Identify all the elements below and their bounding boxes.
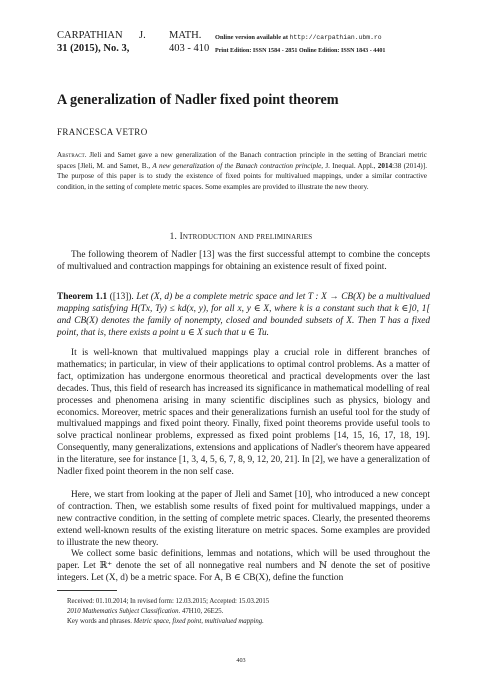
author: FRANCESCA VETRO — [57, 127, 148, 137]
intro-text: The following theorem of Nadler [13] was the first successful attempt to combine the concepts of multivalued and contraction mappings for obtaining an existence result of fixed point. — [57, 250, 430, 272]
footnotes — [57, 597, 430, 626]
paragraph-3: Here, we start from looking at the paper of Jleli and Samet [10], who introduced a new concept of contraction. Then, we establish some results of fixed point for multivalued mappings, under a new contractive condition, in the setting of complete metric spaces. Clearly, the presented theorems extend well-known results of the existing literature on metric spaces. Some examples are provided to illustrate the new theory. — [57, 490, 430, 548]
abstract-ref-volume: 2014 — [377, 161, 393, 170]
paragraph-2-block — [57, 348, 430, 479]
abstract-text-1: Jleli and Samet gave a new generalization of the Banach contraction principle in the setting of Branciari metric spaces [Jleli, M. and Samet, B., — [57, 151, 427, 170]
theorem-label: Theorem 1.1 — [57, 292, 108, 302]
theorem-cite: ([13]). — [107, 292, 134, 302]
abstract — [57, 150, 427, 193]
theorem — [57, 292, 430, 340]
online-version — [215, 32, 382, 45]
theorem-text: Let (X, d) be a complete metric space and let T : X → CB(X) be a multivalued mapping satisfying H(Tx, Ty) ≤ kd(x, y), for all x, y ∈ X, where k is a constant such that k ∈]0, 1[ and CB(X) denotes the family of nonempty, closed and bounded subsets of X. Then T has a fixed point, that is, there exists a point u ∈ X such that u ∈ Tu. — [57, 292, 430, 338]
paper-title: A generalization of Nadler fixed point theorem — [57, 92, 339, 108]
abstract-text-2: :38 (2014)]. The purpose of this paper is to study the existence of fixed points for multivalued mappings, under a similar contractive condition, in the setting of complete metric spaces. Some examples are provided to illustrate the new theory. — [57, 161, 427, 192]
keywords-label: Key words and phrases. — [67, 617, 132, 625]
paragraph-4: We collect some basic definitions, lemmas and notations, which will be used throughout the paper. Let ℝ⁺ denote the set of all nonnegative real numbers and ℕ denote the set of positive integers. Let (X, d) be a metric space. For A, B ∈ CB(X), define the function — [57, 549, 430, 583]
theorem-block — [57, 292, 430, 340]
paragraph-4-block — [57, 549, 430, 585]
section-heading: 1. Introduction and preliminaries — [169, 232, 313, 242]
msc-label: 2010 Mathematics Subject Classification. — [67, 607, 181, 615]
paragraph-2: It is well-known that multivalued mappings play a crucial role in different branches of mathematics; in particular, in view of their applications to optimal control problems. As a matter of fact, optimization has undergone enormous theoretical and practical developments over the last decades. Thus, this field of research has increased its significance in mathematical modelling of real processes and phenomena arising in many scientific disciplines such as physics, biology and economics. Moreover, metric spaces and their generalizations furnish an useful tool for the study of multivalued mappings and fixed point theory. Finally, fixed point theorems provide useful tools to solve practical nonlinear problems, expressed as fixed point problems [14, 15, 16, 17, 18, 19]. Consequently, many generalizations, extensions and applications of Nadler's theorem have appeared in the literature, see for instance [1, 3, 4, 5, 6, 7, 8, 9, 12, 20, 21]. In [2], we have a generalization of Nadler fixed point theorem in the non self case. — [57, 348, 430, 478]
journal-math: MATH. — [169, 30, 202, 41]
msc-classification — [57, 607, 430, 617]
print-edition: Print Edition: ISSN 1584 - 2851 Online Edition: ISSN 1843 - 4401 — [215, 48, 386, 54]
journal-name: CARPATHIAN — [57, 30, 123, 41]
abstract-ref-title: A new generalization of the Banach contraction principle, — [152, 161, 324, 170]
keywords — [57, 617, 430, 627]
intro-paragraph — [57, 250, 430, 274]
keywords-list: Metric space, fixed point, multivalued mapping. — [131, 617, 264, 625]
journal-j: J. — [139, 30, 146, 41]
msc-codes: 47H10, 26E25. — [180, 607, 224, 615]
online-url: http://carpathian.ubm.ro — [289, 34, 382, 41]
page-range: 403 - 410 — [169, 43, 210, 54]
page-number: 403 — [236, 657, 246, 664]
volume-issue: 31 (2015), No. 3, — [57, 43, 130, 54]
abstract-ref-journal: J. Inequal. Appl., — [323, 161, 378, 170]
received-dates: Received: 01.10.2014; In revised form: 12.03.2015; Accepted: 15.03.2015 — [67, 598, 270, 605]
footnote-rule — [57, 590, 117, 591]
online-prefix: Online version available at — [215, 34, 290, 41]
paragraph-3-block — [57, 490, 430, 550]
abstract-label: Abstract. — [57, 151, 87, 159]
